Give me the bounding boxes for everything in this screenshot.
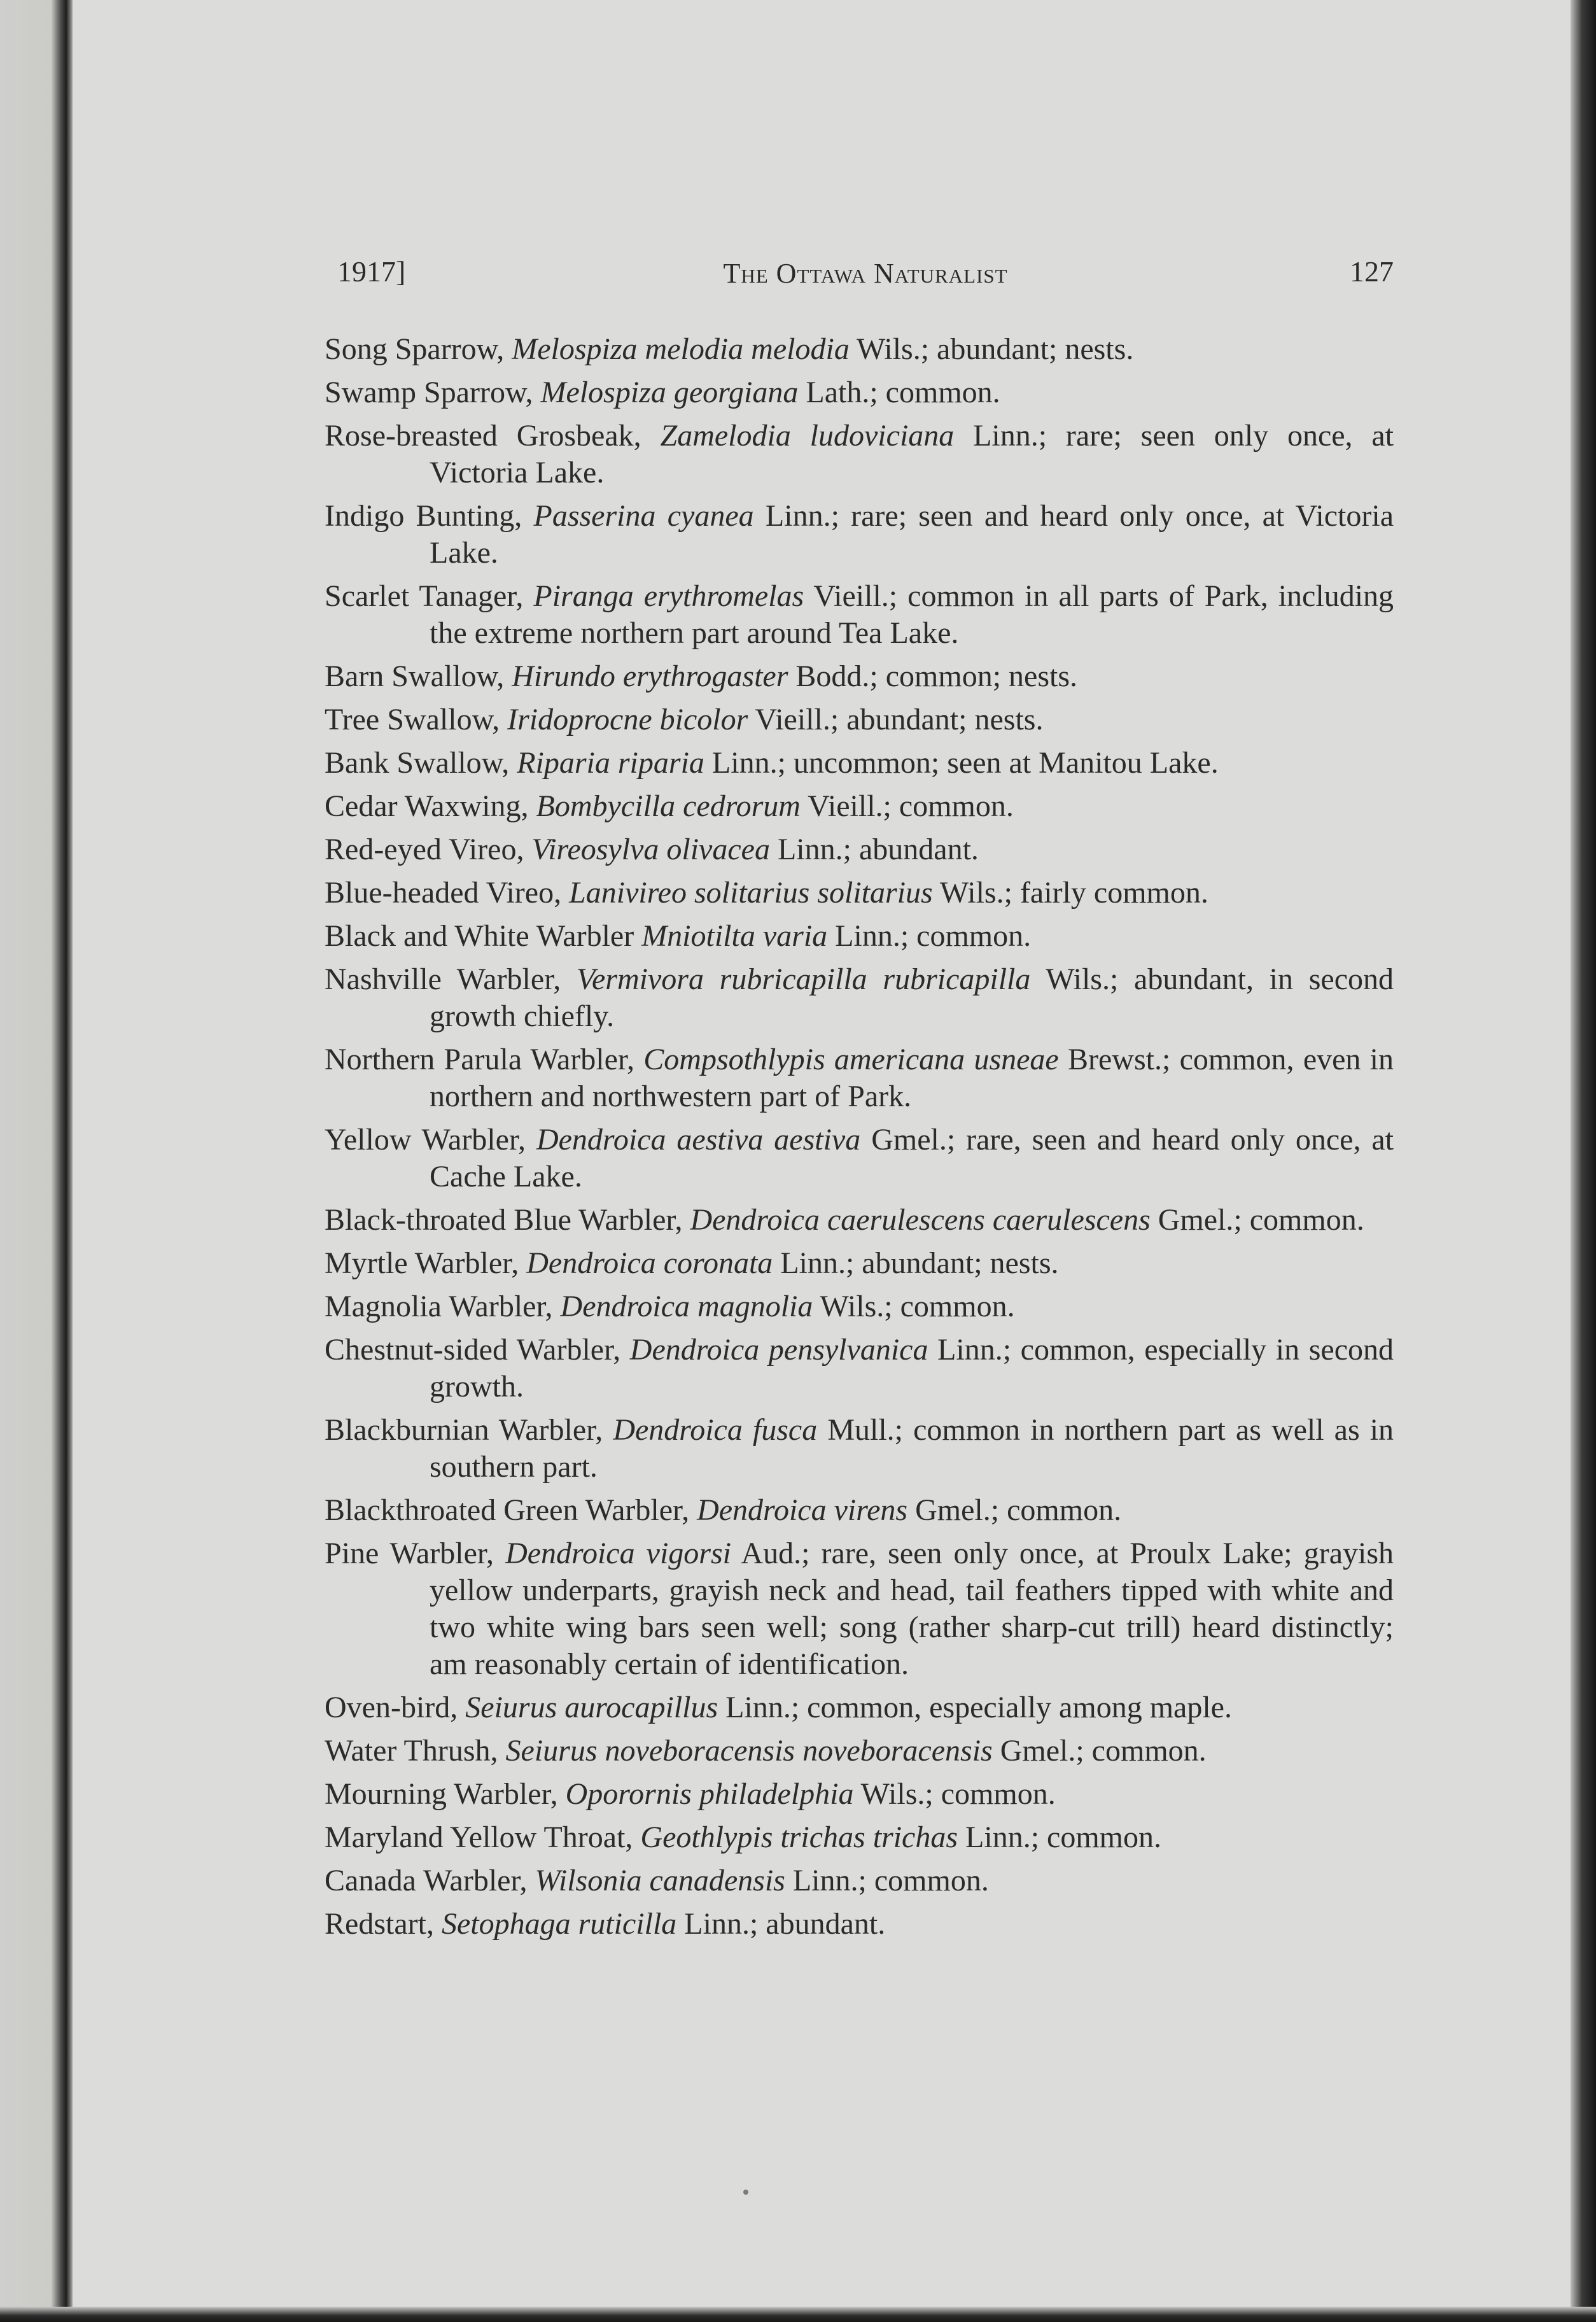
species-entry (325, 1288, 1394, 1325)
common-name: Canada Warbler, (325, 1864, 528, 1897)
scientific-name: Bombycilla cedrorum (536, 789, 801, 823)
entry-notes: Linn.; abundant. (777, 833, 979, 866)
entry-notes: Gmel.; common. (1000, 1734, 1207, 1768)
species-entry (325, 831, 1394, 868)
entry-notes: Linn.; common, especially among maple. (725, 1691, 1232, 1724)
species-list (325, 331, 1394, 1949)
entry-notes: Gmel.; rare, seen and heard only once, at Cache Lake. (430, 1123, 1394, 1193)
common-name: Blue-headed Vireo, (325, 876, 562, 910)
entry-notes: Linn.; common. (792, 1864, 989, 1897)
scientific-name: Vermivora rubricapilla rubricapilla (576, 962, 1031, 996)
species-entry (325, 701, 1394, 738)
species-entry (325, 331, 1394, 368)
entry-notes: Wils.; abundant, in second growth chiefly. (430, 962, 1394, 1033)
scientific-name: Melospiza melodia melodia (512, 332, 850, 366)
common-name: Northern Parula Warbler, (325, 1043, 635, 1076)
species-entry (325, 1906, 1394, 1943)
scientific-name: Oporornis philadelphia (565, 1777, 854, 1811)
scientific-name: Passerina cyanea (533, 499, 754, 533)
entry-notes: Brewst.; common, even in northern and northwestern part of Park. (430, 1043, 1394, 1113)
scientific-name: Wilsonia canadensis (535, 1864, 785, 1897)
scientific-name: Dendroica coronata (526, 1246, 773, 1280)
species-entry (325, 498, 1394, 572)
common-name: Redstart, (325, 1907, 434, 1941)
common-name: Scarlet Tanager, (325, 579, 524, 613)
entry-notes: Wils.; common. (860, 1777, 1056, 1811)
scientific-name: Iridoprocne bicolor (507, 703, 748, 736)
common-name: Barn Swallow, (325, 659, 505, 693)
scientific-name: Hirundo erythrogaster (512, 659, 788, 693)
species-entry (325, 961, 1394, 1035)
common-name: Black and White Warbler (325, 919, 634, 953)
entry-notes: Lath.; common. (806, 376, 1000, 409)
scientific-name: Dendroica magnolia (560, 1290, 813, 1323)
entry-notes: Linn.; rare; seen and heard only once, at Victoria Lake. (430, 499, 1394, 570)
common-name: Red-eyed Vireo, (325, 833, 524, 866)
scientific-name: Dendroica pensylvanica (629, 1333, 928, 1367)
scientific-name: Dendroica vigorsi (505, 1537, 731, 1570)
scientific-name: Melospiza georgiana (540, 376, 799, 409)
scientific-name: Vireosylva olivacea (531, 833, 770, 866)
common-name: Blackburnian Warbler, (325, 1413, 603, 1447)
entry-notes: Gmel.; common. (1158, 1203, 1364, 1237)
entry-notes: Linn.; common. (965, 1820, 1162, 1854)
entry-notes: Bodd.; common; nests. (795, 659, 1078, 693)
species-entry (325, 1041, 1394, 1115)
common-name: Cedar Waxwing, (325, 789, 529, 823)
common-name: Chestnut-sided Warbler, (325, 1333, 621, 1367)
species-entry (325, 1412, 1394, 1486)
entry-notes: Linn.; abundant. (684, 1907, 886, 1941)
scientific-name: Dendroica aestiva aestiva (536, 1123, 861, 1157)
entry-notes: Linn.; common. (835, 919, 1032, 953)
common-name: Nashville Warbler, (325, 962, 561, 996)
scientific-name: Setophaga ruticilla (441, 1907, 677, 1941)
species-entry (325, 1535, 1394, 1683)
scientific-name: Compsothlypis americana usneae (643, 1043, 1059, 1076)
species-entry (325, 918, 1394, 955)
species-entry (325, 658, 1394, 695)
entry-notes: Wils.; fairly common. (939, 876, 1208, 910)
common-name: Myrtle Warbler, (325, 1246, 519, 1280)
species-entry (325, 578, 1394, 652)
common-name: Swamp Sparrow, (325, 376, 533, 409)
species-entry (325, 1245, 1394, 1282)
common-name: Song Sparrow, (325, 332, 505, 366)
entry-notes: Vieill.; common in all parts of Park, including the extreme northern part around Tea Lake. (430, 579, 1394, 650)
entry-notes: Aud.; rare, seen only once, at Proulx Lake; grayish yellow underparts, grayish neck and head, tail feathers tipped with white and two white wing bars seen well; song (rather sharp-cut trill) heard distinctly; am reasonably certain of identification. (430, 1537, 1394, 1681)
entry-notes: Vieill.; abundant; nests. (755, 703, 1044, 736)
scientific-name: Piranga erythromelas (533, 579, 804, 613)
common-name: Rose-breasted Grosbeak, (325, 419, 641, 453)
common-name: Oven-bird, (325, 1691, 458, 1724)
common-name: Pine Warbler, (325, 1537, 494, 1570)
common-name: Water Thrush, (325, 1734, 498, 1768)
entry-notes: Linn.; uncommon; seen at Manitou Lake. (711, 746, 1219, 780)
scientific-name: Dendroica caerulescens caerulescens (690, 1203, 1151, 1237)
entry-notes: Linn.; abundant; nests. (780, 1246, 1059, 1280)
ink-speck (743, 2190, 748, 2195)
entry-notes: Linn.; rare; seen only once, at Victoria Lake. (430, 419, 1394, 489)
scientific-name: Dendroica fusca (613, 1413, 818, 1447)
species-entry (325, 1122, 1394, 1195)
page-edge-bottom (0, 2307, 1596, 2322)
entry-notes: Mull.; common in northern part as well as in southern part. (430, 1413, 1394, 1484)
scientific-name: Mniotilta varia (641, 919, 828, 953)
common-name: Blackthroated Green Warbler, (325, 1493, 690, 1527)
scientific-name: Lanivireo solitarius solitarius (569, 876, 933, 910)
page-number: 127 (1350, 255, 1394, 288)
book-binding-shadow (0, 0, 73, 2322)
journal-title: The Ottawa Naturalist (723, 258, 1008, 289)
common-name: Yellow Warbler, (325, 1123, 526, 1157)
scientific-name: Dendroica virens (697, 1493, 908, 1527)
common-name: Indigo Bunting, (325, 499, 522, 533)
species-entry (325, 1689, 1394, 1726)
entry-notes: Linn.; common, especially in second growth. (430, 1333, 1394, 1404)
species-entry (325, 875, 1394, 911)
species-entry (325, 1819, 1394, 1856)
entry-notes: Vieill.; common. (808, 789, 1014, 823)
common-name: Tree Swallow, (325, 703, 500, 736)
running-header (337, 255, 1394, 312)
species-entry (325, 1862, 1394, 1899)
species-entry (325, 788, 1394, 825)
species-entry (325, 1733, 1394, 1770)
common-name: Mourning Warbler, (325, 1777, 558, 1811)
scientific-name: Seiurus noveboracensis noveboracensis (505, 1734, 993, 1768)
entry-notes: Wils.; common. (820, 1290, 1015, 1323)
common-name: Bank Swallow, (325, 746, 510, 780)
species-entry (325, 1776, 1394, 1813)
species-entry (325, 1332, 1394, 1405)
scientific-name: Seiurus aurocapillus (465, 1691, 718, 1724)
page-edge-right (1571, 0, 1596, 2322)
species-entry (325, 374, 1394, 411)
common-name: Magnolia Warbler, (325, 1290, 553, 1323)
entry-notes: Gmel.; common. (915, 1493, 1122, 1527)
scientific-name: Geothlypis trichas trichas (640, 1820, 958, 1854)
header-year: 1917] (337, 255, 406, 288)
species-entry (325, 745, 1394, 782)
scientific-name: Zamelodia ludoviciana (660, 419, 955, 453)
common-name: Maryland Yellow Throat, (325, 1820, 633, 1854)
species-entry (325, 1492, 1394, 1529)
entry-notes: Wils.; abundant; nests. (856, 332, 1134, 366)
species-entry (325, 1202, 1394, 1239)
scientific-name: Riparia riparia (517, 746, 704, 780)
common-name: Black-throated Blue Warbler, (325, 1203, 683, 1237)
species-entry (325, 418, 1394, 491)
